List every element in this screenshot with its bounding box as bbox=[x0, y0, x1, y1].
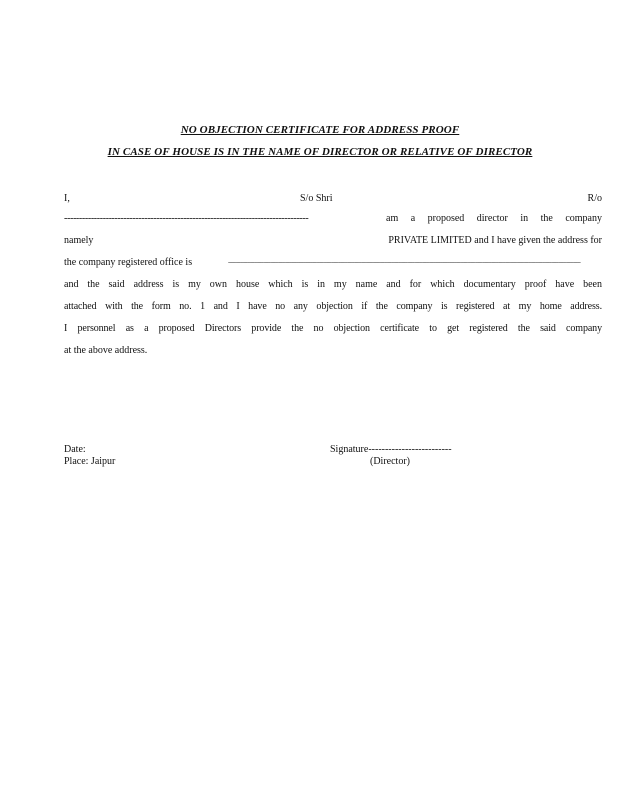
resident-label: R/o bbox=[587, 193, 602, 204]
father-name-label: S/o Shri bbox=[300, 193, 333, 204]
place-label: Place: Jaipur bbox=[64, 456, 116, 467]
office-address-dashes: ------------------------------------------------------------------------------------------------------------------------------------------------------------------------------------------------------------------------------------------------------------ bbox=[228, 260, 581, 266]
proposed-director-text: am a proposed director in the company bbox=[386, 213, 602, 224]
director-label: (Director) bbox=[370, 456, 410, 467]
signature-label: Signature------------------------- bbox=[330, 444, 452, 455]
body-line-5: and the said address is my own house which is in my name and for which documentary proof have been bbox=[64, 279, 602, 290]
declarant-name-label: I, bbox=[64, 193, 70, 204]
private-limited-text: PRIVATE LIMITED and I have given the address for bbox=[388, 235, 602, 246]
certificate-title: NO OBJECTION CERTIFICATE FOR ADDRESS PROOF bbox=[180, 124, 460, 136]
body-line-6: attached with the form no. 1 and I have no any objection if the company is registered at my home address. bbox=[64, 301, 602, 312]
body-line-1 bbox=[64, 191, 602, 207]
company-name-label: namely bbox=[64, 235, 94, 246]
body-line-8: at the above address. bbox=[64, 345, 148, 356]
body-line-3 bbox=[64, 233, 602, 249]
body-line-2 bbox=[64, 211, 602, 227]
certificate-subtitle: IN CASE OF HOUSE IS IN THE NAME OF DIRECTOR OR RELATIVE OF DIRECTOR bbox=[107, 146, 533, 158]
address-blank-dashes: ---------------------------------------------------------------------------------- bbox=[64, 213, 309, 224]
registered-office-text: the company registered office is bbox=[64, 257, 193, 268]
body-line-7: I personnel as a proposed Directors provide the no objection certificate to get registered the said company bbox=[64, 323, 602, 334]
body-line-4 bbox=[64, 255, 602, 271]
date-label: Date: bbox=[64, 444, 86, 455]
